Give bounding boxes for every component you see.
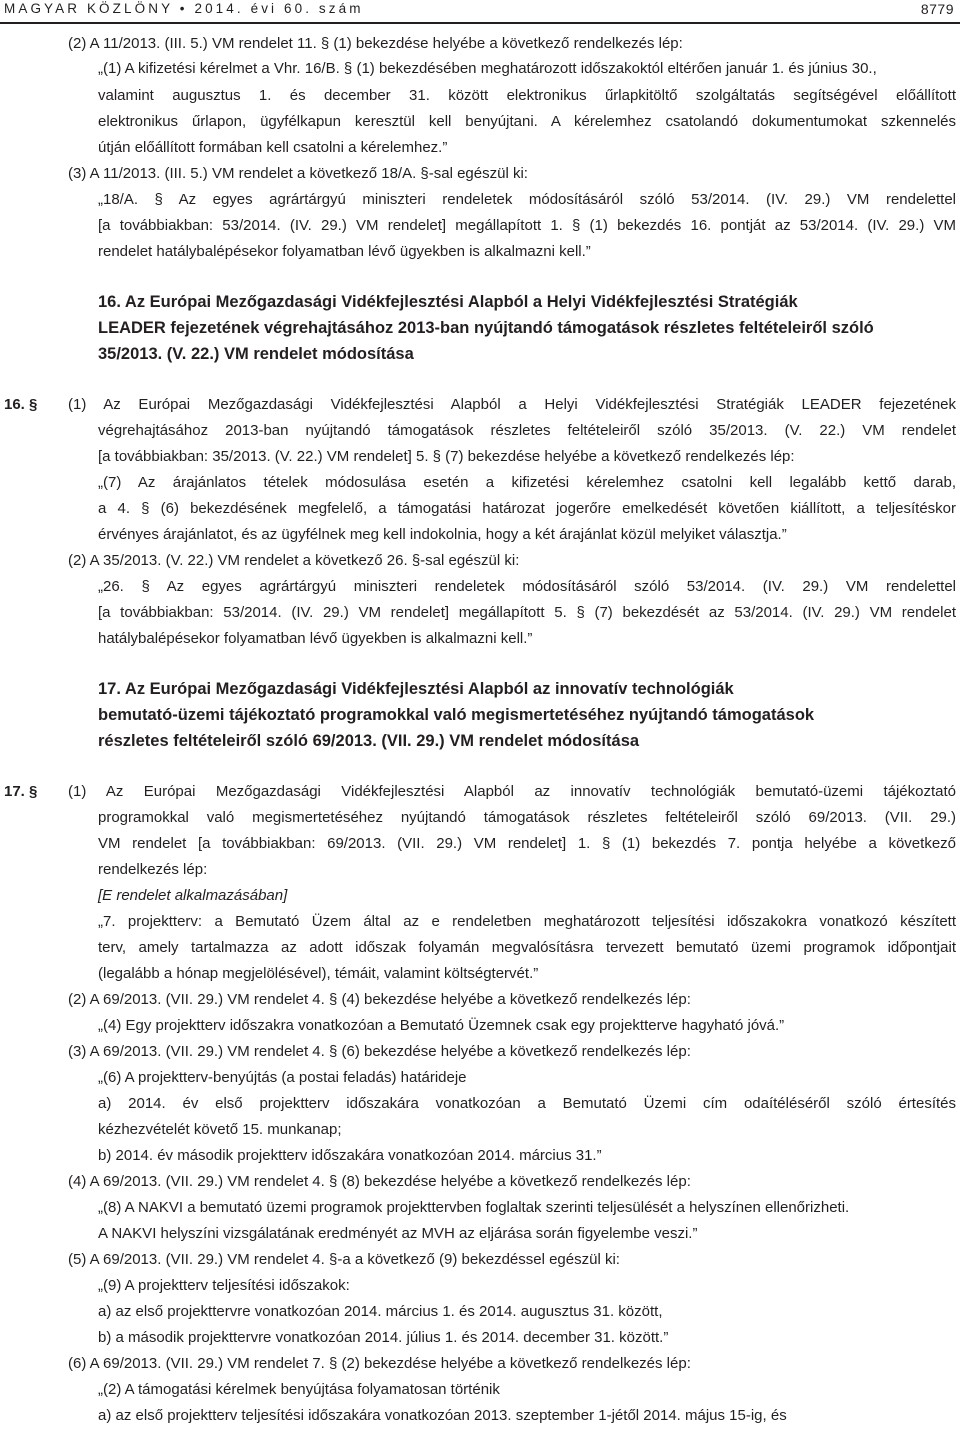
text-line: „(6) A projektterv-benyújtás (a postai feladás) határideje [98,1069,467,1086]
text-line: rendelkezés lép: [98,861,208,878]
text-line: „(9) A projektterv teljesítési időszakok: [98,1277,350,1294]
text-line: VM rendelet [a továbbiakban: 69/2013. (VII. 29.) VM rendelet] 1. § (1) bekezdés 7. pontja helyébe a következő [98,835,956,852]
text-line: A NAKVI helyszíni vizsgálatának eredményét az MVH az eljárása során figyelembe veszi.” [98,1225,698,1242]
text-line: érvényes árajánlatot, és az ügyfélnek meg kell indokolnia, hogy a két árajánlat közül melyiket választja.” [98,526,787,543]
text-line: „(4) Egy projektterv időszakra vonatkozóan a Bemutató Üzemnek csak egy projektterve hagyható jóvá.” [98,1017,785,1034]
text-line: [a továbbiakban: 35/2013. (V. 22.) VM rendelet] 5. § (7) bekezdése helyébe a következő rendelkezés lép: [98,448,795,465]
text-line: „26. § Az egyes agrártárgyú miniszteri rendeletek módosításáról szóló 53/2014. (IV. 29.) VM rendelettel [98,578,956,595]
text-line: b) 2014. év második projektterv időszakára vonatkozóan 2014. március 31.” [98,1147,602,1164]
text-line: b) a második projekttervre vonatkozóan 2014. július 1. és 2014. december 31. között.” [98,1329,669,1346]
text-line: a) az első projekttervre vonatkozóan 2014. március 1. és 2014. augusztus 31. között, [98,1303,663,1320]
text-line: (1) Az Európai Mezőgazdasági Vidékfejlesztési Alapból a Helyi Vidékfejlesztési Stratégiák LEADER fejezetének [68,396,956,413]
text-line: (2) A 69/2013. (VII. 29.) VM rendelet 4. § (4) bekezdése helyébe a következő rendelkezés lép: [68,991,691,1008]
text-line: „7. projektterv: a Bemutató Üzem által az e rendeletben meghatározott teljesítési időszakokra vonatkozó készített [98,913,956,930]
section-number: 16. § [4,396,38,413]
text-line: [E rendelet alkalmazásában] [98,887,288,904]
text-line: a) az első projektterv teljesítési időszakára vonatkozóan 2013. szeptember 1-jétől 2014. május 15-ig, és [98,1407,787,1424]
text-line: „18/A. § Az egyes agrártárgyú miniszteri rendeletek módosításáról szóló 53/2014. (IV. 29.) VM rendelettel [98,191,956,208]
page-header [0,0,960,26]
header-divider [0,22,960,24]
section-heading-line: 17. Az Európai Mezőgazdasági Vidékfejlesztési Alapból az innovatív technológiák [98,680,734,698]
text-line: (3) A 11/2013. (III. 5.) VM rendelet a következő 18/A. §-sal egészül ki: [68,165,528,182]
text-line: hatálybalépésekor folyamatban lévő ügyekben is alkalmazni kell.” [98,630,533,647]
publication-title: MAGYAR KÖZLÖNY • 2014. évi 60. szám [4,1,364,16]
text-line: „(1) A kifizetési kérelmet a Vhr. 16/B. § (1) bekezdésében meghatározott időszakoktól eltérően január 1. és június 30., [98,60,877,77]
text-line: terv, amely tartalmazza az adott időszak folyamán megvalósításra tervezett bemutató üzemi programok időpontjait [98,939,956,956]
text-line: (6) A 69/2013. (VII. 29.) VM rendelet 7. § (2) bekezdése helyébe a következő rendelkezés lép: [68,1355,691,1372]
text-line: [a továbbiakban: 53/2014. (IV. 29.) VM rendelet] megállapított 1. § (1) bekezdés 16. pontját az 53/2014. (IV. 29.) VM [98,217,956,234]
section-heading-line: bemutató-üzemi tájékoztató programokkal való megismertetéséhez nyújtandó támogatások [98,706,815,724]
section-heading-line: LEADER fejezetének végrehajtásához 2013-ban nyújtandó támogatások részletes feltételeiről szóló [98,319,874,337]
text-line: „(7) Az árajánlatos tételek módosulása esetén a kifizetési kérelemhez csatolni kell legalább kettő darab, [98,474,956,491]
text-line: „(8) A NAKVI a bemutató üzemi programok projekttervben foglaltak szerinti teljesülését a helyszínen ellenőrizheti. [98,1199,850,1216]
text-line: rendelet hatálybalépésekor folyamatban lévő ügyekben is alkalmazni kell.” [98,243,591,260]
text-line: a) 2014. év első projektterv időszakára vonatkozóan a Bemutató Üzemi cím odaítéléséről szóló értesítés [98,1095,956,1112]
text-line: (3) A 69/2013. (VII. 29.) VM rendelet 4. § (6) bekezdése helyébe a következő rendelkezés lép: [68,1043,691,1060]
text-line: kézhezvételét követő 15. munkanap; [98,1121,342,1138]
page-number: 8779 [920,1,954,17]
text-line: „(2) A támogatási kérelmek benyújtása folyamatosan történik [98,1381,500,1398]
text-line: (2) A 11/2013. (III. 5.) VM rendelet 11. § (1) bekezdése helyébe a következő rendelkezés lép: [68,35,683,52]
text-line: (1) Az Európai Mezőgazdasági Vidékfejlesztési Alapból az innovatív technológiák bemutató-üzemi tájékoztató [68,783,956,800]
text-line: (5) A 69/2013. (VII. 29.) VM rendelet 4. §-a a következő (9) bekezdéssel egészül ki: [68,1251,620,1268]
section-heading-line: részletes feltételeiről szóló 69/2013. (VII. 29.) VM rendelet módosítása [98,732,640,750]
text-line: (legalább a hónap megjelölésével), témáit, valamint költségtervét.” [98,965,539,982]
text-line: [a továbbiakban: 53/2014. (IV. 29.) VM rendelet] megállapított 5. § (7) bekezdését az 53/2014. (IV. 29.) VM rendelet [98,604,956,621]
text-line: valamint augusztus 1. és december 31. között elektronikus űrlapkitöltő szolgáltatás segítségével előállított [98,87,956,104]
text-line: (4) A 69/2013. (VII. 29.) VM rendelet 4. § (8) bekezdése helyébe a következő rendelkezés lép: [68,1173,691,1190]
section-number: 17. § [4,783,38,800]
text-line: (2) A 35/2013. (V. 22.) VM rendelet a következő 26. §-sal egészül ki: [68,552,520,569]
text-line: útján előállított formában kell csatolni a kérelemhez.” [98,139,448,156]
text-line: elektronikus űrlapon, ügyfélkapun keresztül kell benyújtani. A kérelemhez csatolandó dokumentumokat szkennelés [98,113,956,130]
section-heading-line: 16. Az Európai Mezőgazdasági Vidékfejlesztési Alapból a Helyi Vidékfejlesztési Stratégiák [98,293,798,311]
text-line: programokkal való megismertetéséhez nyújtandó támogatások részletes feltételeiről szóló 69/2013. (VII. 29.) [98,809,956,826]
section-heading-line: 35/2013. (V. 22.) VM rendelet módosítása [98,345,414,363]
text-line: végrehajtásához 2013-ban nyújtandó támogatások részletes feltételeiről szóló 35/2013. (V. 22.) VM rendelet [98,422,956,439]
text-line: a 4. § (6) bekezdésének megfelelő, a támogatási határozat jogerőre emelkedését követően kiállított, a teljesítéskor [98,500,956,517]
